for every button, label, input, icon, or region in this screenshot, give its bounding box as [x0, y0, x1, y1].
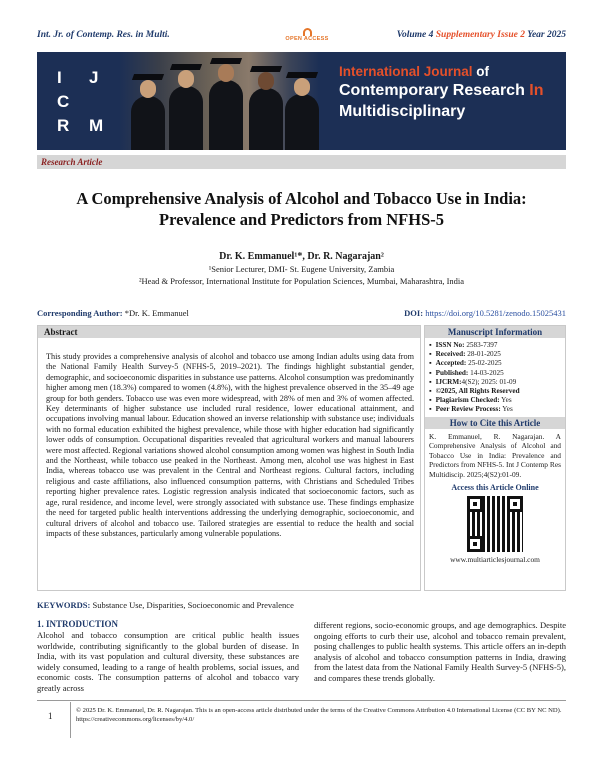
list-item: ▪ ©2025, All Rights Reserved	[429, 387, 565, 396]
list-item: ▪ Received: 28-01-2025	[429, 350, 565, 359]
doi-link[interactable]: https://doi.org/10.5281/zenodo.15025431	[423, 308, 566, 318]
affiliation-2: ²Head & Professor, International Institute for Population Sciences, Mumbai, Maharashtra, India	[138, 276, 465, 286]
website-link[interactable]: www.multiarticlesjournal.com	[450, 554, 540, 564]
ijcrm-logo: I J C R M	[57, 68, 104, 135]
abstract-text: This study provides a comprehensive analysis of alcohol and tobacco use among Indian adults using data from the National Family Health Survey-5 (NFHS-5, 2019–2021). The findings highlight substantial gender, demographic, and socioeconomic disparities in substance use patterns. Alcohol consumption was predominantly higher among men (18.3%) compared to women (4.8%), with the highest prevalence observed in the 35–49 age group for both genders. Tobacco use was even more widespread, with 28% of men and 3% of women affected. Key determinants of higher substance use included rural residence, lower educational attainment, and occupations involving manual labour. Education showed an inverse relationship with substance use; individuals with no formal education exhibited the highest prevalence, while those with higher education had significantly lower odds of consumption. Occupational disparities revealed that agricultural workers and manual labourers were most affected. Regional variations showed alcohol consumption among women was highest in South India and the Northeast, while tobacco use peaked in the Northeast. Among men, alcohol use was highest in East India, whereas tobacco use was prevalent in the Central and Northeast regions. Cultural factors, including religious and caste affiliations, also influenced consumption patterns, with Christians and Scheduled Tribes reporting higher prevalence rates. Logistic regression analysis indicated that socioeconomic factors, such as age, rural residence, and income level, were strongly associated with substance use. These findings emphasize the need for targeted public health interventions addressing the underlying demographic, socioeconomic, and cultural drivers of alcohol and tobacco use. Tailored strategies are essential to reduce the health and social impacts of these substances, particularly among vulnerable populations.	[46, 352, 414, 538]
journal-banner	[37, 52, 566, 150]
list-item: ▪ Accepted: 25-02-2025	[429, 359, 565, 368]
list-item: ▪ IJCRM:4(S2); 2025: 01-09	[429, 378, 565, 387]
abstract-heading: Abstract	[38, 326, 420, 338]
issue-info: Volume 4 Supplementary Issue 2 Year 2025	[396, 30, 566, 40]
cite-heading: How to Cite this Article	[425, 417, 565, 429]
introduction-column-1: Alcohol and tobacco consumption are critical public health issues worldwide, contributing significantly to the global burden of disease. In India, with its vast population and cultural diversity, these substances are widely consumed, leading to a range of health problems, social issues, and economic costs. The consumption patterns of alcohol and tobacco vary greatly across	[37, 630, 299, 693]
manuscript-heading: Manuscript Information	[425, 326, 565, 338]
journal-short-name: Int. Jr. of Contemp. Res. in Multi.	[37, 30, 170, 40]
corresponding-author: Corresponding Author: *Dr. K. Emmanuel	[37, 308, 189, 318]
list-item: ▪ Published: 14-03-2025	[429, 369, 565, 378]
footer-vertical-divider	[70, 702, 71, 738]
authors: Dr. K. Emmanuel¹*, Dr. R. Nagarajan²	[219, 251, 384, 262]
introduction-column-2: different regions, socio-economic groups, and age demographics. Despite ongoing efforts to curb their use, alcohol and tobacco remain prevalent, posing challenges to public health systems. This article offers an in-depth analysis of alcohol and tobacco consumption patterns in India, drawing from the latest data from the National Family Health Survey-5 (NFHS-5), and compares these trends globally.	[314, 620, 566, 683]
online-heading: Access this Article Online	[451, 482, 539, 492]
license-text: © 2025 Dr. K. Emmanuel, Dr. R. Nagarajan. This is an open-access article distributed under the terms of the Creative Commons Attribution 4.0 International License (CC BY NC ND). https://creativecommons.org/licenses/by/4.0/	[76, 707, 562, 723]
abstract-box	[37, 325, 421, 591]
affiliation-1: ¹Senior Lecturer, DMI- St. Eugene University, Zambia	[208, 264, 395, 274]
banner-title: International Journal of Contemporary Research In Multidisciplinary	[339, 64, 544, 120]
keywords: KEYWORDS: Substance Use, Disparities, Socioeconomic and Prevalence	[37, 600, 294, 610]
list-item: ▪ Peer Review Process: Yes	[429, 405, 565, 414]
list-item: ▪ ISSN No: 2583-7397	[429, 341, 565, 350]
doi: DOI: https://doi.org/10.5281/zenodo.15025431	[404, 308, 566, 318]
manuscript-list	[425, 338, 565, 415]
footer-divider	[37, 700, 566, 701]
qr-code-icon[interactable]	[467, 496, 523, 552]
open-access-logo: OPEN ACCESS	[280, 28, 334, 48]
open-lock-icon	[303, 28, 312, 36]
cite-text: K. Emmanuel, R. Nagarajan. A Comprehensive Analysis of Alcohol and Tobacco Use in India: Prevalence and Predictors from NFHS-5. Int J Contemp Res Multidiscip. 2025;4(S2):01-09.	[429, 431, 561, 479]
list-item: ▪ Plagiarism Checked: Yes	[429, 396, 565, 405]
paper-title: A Comprehensive Analysis of Alcohol and Tobacco Use in India: Prevalence and Predictors from NFHS-5	[76, 189, 527, 229]
graduates-photo	[119, 52, 319, 150]
introduction-heading: 1. INTRODUCTION	[37, 619, 119, 629]
page-number: 1	[48, 711, 53, 721]
article-type-label: Research Article	[37, 155, 566, 169]
manuscript-info-box	[424, 325, 566, 591]
